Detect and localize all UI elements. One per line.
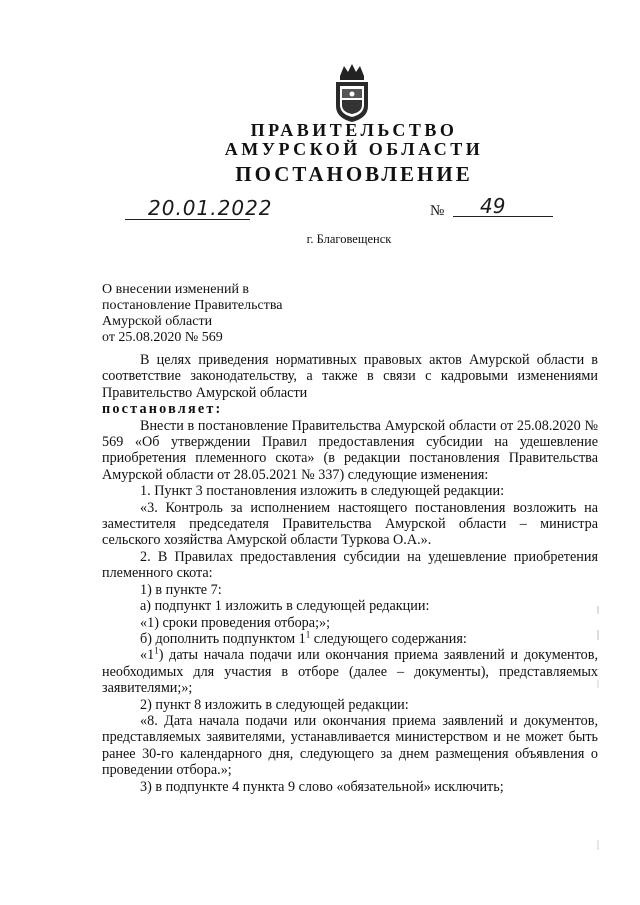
number-underline <box>453 216 553 217</box>
body-paragraph <box>102 647 598 696</box>
body-paragraph: 2. В Правилах предоставления субсидии на удешевление приобретения племенного скота: <box>102 548 598 582</box>
text-fragment: ) даты начала подачи или окончания приема заявлений и документов, необходимых для участия в отборе (далее – документы), представляемых заявителями;»; <box>102 647 598 697</box>
body-paragraph: а) подпункт 1 изложить в следующей редакции: <box>140 598 430 615</box>
date-underline <box>125 219 250 220</box>
number-sign: № <box>430 203 445 219</box>
text-fragment: следующего содержания: <box>310 630 467 647</box>
subject-line: постановление Правительства <box>102 298 283 313</box>
body-paragraph: «1) сроки проведения отбора;»; <box>140 614 331 631</box>
body-paragraph: 2) пункт 8 изложить в следующей редакции: <box>140 696 409 713</box>
subject-line: О внесении изменений в <box>102 282 250 297</box>
handwritten-number: 49 <box>480 194 506 218</box>
superscript: 1 <box>305 629 311 640</box>
subject-line: от 25.08.2020 № 569 <box>102 330 223 345</box>
body-paragraph: 1) в пункте 7: <box>140 581 222 598</box>
document-subject <box>102 282 362 346</box>
coat-of-arms-emblem <box>330 62 374 124</box>
document-type-heading: ПОСТАНОВЛЕНИЕ <box>235 162 473 186</box>
subject-line: Амурской области <box>102 314 213 329</box>
body-paragraph: 3) в подпункте 4 пункта 9 слово «обязательной» исключить; <box>140 778 504 795</box>
body-paragraph: «3. Контроль за исполнением настоящего постановления возложить на заместителя председателя Правительства Амурской области – министра сельского хозяйства Амурской области Туркова О.А.». <box>102 499 598 549</box>
text-fragment: «1 <box>140 647 155 664</box>
government-title-line1: ПРАВИТЕЛЬСТВО <box>250 120 458 140</box>
body-paragraph: Внести в постановление Правительства Амурской области от 25.08.2020 № 569 «Об утверждении Правил предоставления субсидии на удешевление приобретения племенного скота» (в редакции постановления Правительства Амурской области от 28.05.2021 № 337) следующие изменения: <box>102 417 598 483</box>
superscript: 1 <box>154 645 159 656</box>
document-body <box>102 352 598 795</box>
body-paragraph <box>102 631 598 647</box>
handwritten-date: 20.01.2022 <box>148 196 273 220</box>
government-title-line2: АМУРСКОЙ ОБЛАСТИ <box>224 139 484 159</box>
scan-margin-marks <box>594 600 602 900</box>
body-paragraph: 1. Пункт 3 постановления изложить в следующей редакции: <box>140 483 505 500</box>
body-paragraph: «8. Дата начала подачи или окончания приема заявлений и документов, представляемых заявителями, устанавливается министерством и не может быть ранее 30-го календарного дня, следующего за днем размещения объявления о проведении отбора.»; <box>102 712 598 779</box>
city-name: г. Благовещенск <box>306 232 392 246</box>
text-fragment: б) дополнить подпунктом 1 <box>140 630 306 647</box>
intro-paragraph: В целях приведения нормативных правовых актов Амурской области в соответствие законодательству, а также в связи с кадровыми изменениями Правительство Амурской области <box>102 352 598 401</box>
resolves-word: постановляет: <box>102 401 223 418</box>
